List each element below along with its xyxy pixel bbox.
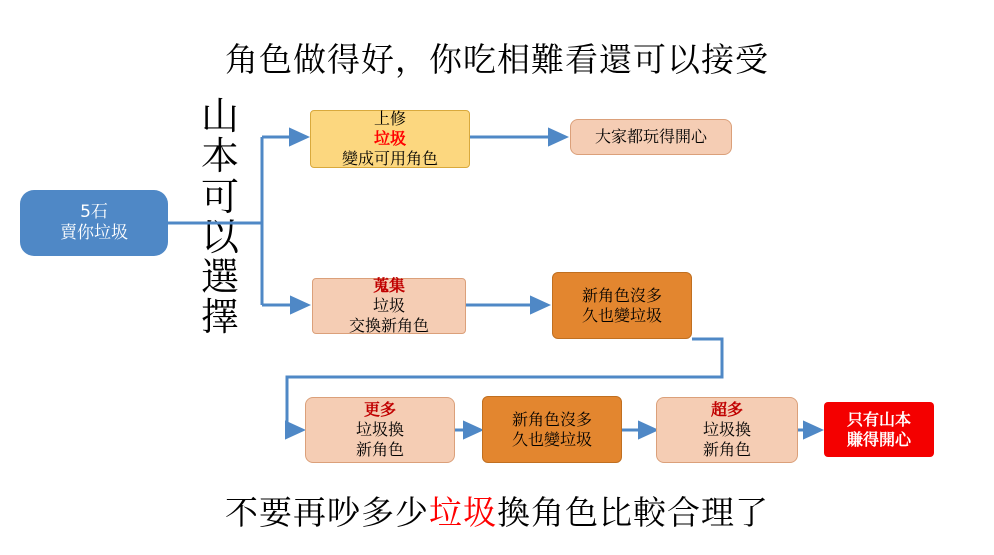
bottom-caption-part1: 不要再吵多少 (225, 493, 429, 532)
node-branch1-result-line1: 大家都玩得開心 (594, 127, 707, 146)
node-branch2[interactable] (312, 278, 466, 334)
node-branch1-result[interactable] (570, 119, 732, 155)
vertical-label-char-6: 擇 (200, 295, 239, 340)
vertical-label-char-2: 本 (200, 134, 239, 179)
node-row3-only-line2: 賺得開心 (846, 429, 911, 449)
node-branch2-line2: 交換新角色 (348, 316, 429, 335)
node-start-line2: 賣你垃圾 (60, 223, 128, 243)
node-branch1-line2: 變成可用角色 (341, 149, 438, 168)
vertical-label-shanben-choices (192, 96, 248, 338)
node-row3-more-trash-line1: 更多 垃圾換 (355, 400, 404, 439)
bottom-caption (0, 487, 994, 534)
node-row3-new-char-line1: 新角色沒多 (511, 409, 592, 429)
vertical-label-char-3: 可 (200, 174, 239, 219)
node-start-line1: 5石 (80, 201, 108, 222)
node-row3-only-shanben-profits[interactable] (824, 402, 934, 457)
node-branch2-result[interactable] (552, 272, 692, 339)
node-row3-super-line1: 超多 垃圾換 (702, 400, 751, 439)
node-row3-only-line1: 只有山本 (846, 409, 911, 429)
node-row3-super-more-trash[interactable] (656, 397, 798, 463)
node-branch1-line1: 上修 垃圾 (373, 109, 406, 148)
node-branch2-result-line1: 新角色沒多 (581, 285, 662, 305)
node-branch1[interactable] (310, 110, 470, 168)
node-row3-new-char-becomes-trash[interactable] (482, 396, 622, 463)
bottom-caption-part2: 換角色比較合理了 (497, 493, 769, 532)
node-row3-more-trash[interactable] (305, 397, 455, 463)
vertical-label-char-4: 以 (200, 214, 239, 259)
top-caption: 角色做得好，你吃相難看還可以接受 (225, 40, 769, 79)
node-row3-new-char-line2: 久也變垃圾 (511, 429, 592, 449)
vertical-label-char-5: 選 (200, 255, 239, 300)
node-row3-super-line2: 新角色 (702, 440, 751, 459)
node-branch2-result-line2: 久也變垃圾 (581, 305, 662, 325)
node-branch2-line1: 蒐集 垃圾 (372, 276, 405, 315)
bottom-caption-highlight: 垃圾 (429, 493, 497, 532)
node-start[interactable] (20, 190, 168, 256)
node-row3-more-trash-line2: 新角色 (355, 440, 404, 459)
vertical-label-char-1: 山 (200, 94, 239, 138)
